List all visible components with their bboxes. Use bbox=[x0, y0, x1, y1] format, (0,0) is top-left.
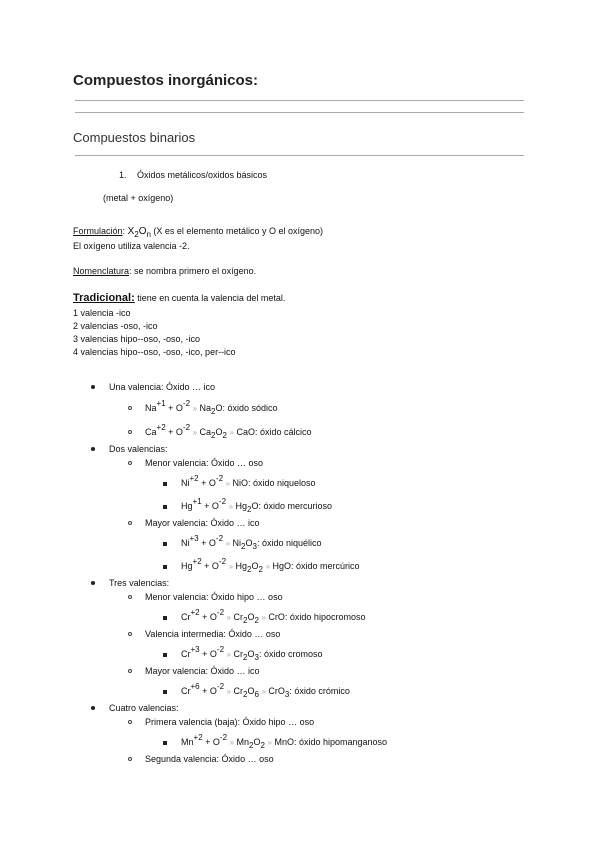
formula-x: X bbox=[127, 226, 135, 237]
tradicional-line bbox=[73, 292, 285, 304]
reaction-ca: $Ca^{+2} + O^{-2}$ » $Ca_2O_2$ » CaO: óxido cálcico bbox=[145, 423, 312, 440]
circle-bullet-icon bbox=[128, 521, 132, 525]
section-title: Compuestos binarios bbox=[73, 130, 196, 145]
reaction-ni2: $Ni^{+2} + O^{-2}$ » NiO: óxido niqueloso bbox=[181, 474, 316, 488]
list-subitem: Menor valencia: Óxido hipo … oso bbox=[145, 592, 283, 602]
divider bbox=[75, 155, 524, 156]
reaction-hg1: $Hg^{+1} + O^{-2}$ » $Hg_2O$: óxido mercurioso bbox=[181, 497, 333, 514]
square-bullet-icon bbox=[163, 482, 167, 486]
nomenclatura-text: : se nombra primero el oxígeno. bbox=[129, 266, 257, 276]
arrow-icon: » bbox=[261, 687, 266, 696]
formulacion-note: El oxígeno utiliza valencia -2. bbox=[73, 241, 190, 251]
list-subitem: Menor valencia: Óxido … oso bbox=[145, 458, 264, 468]
rule-item: 1 valencia -ico bbox=[73, 308, 131, 318]
circle-bullet-icon bbox=[128, 720, 132, 724]
nomenclatura-label: Nomenclatura bbox=[73, 266, 130, 276]
arrow-icon: » bbox=[228, 502, 234, 511]
circle-bullet-icon bbox=[128, 595, 132, 599]
rule-item: 3 valencias hipo--oso, -oso, -ico bbox=[73, 334, 201, 344]
list-item: Dos valencias: bbox=[109, 444, 168, 454]
rule-item: 4 valencias hipo--oso, -oso, -ico, per--ico bbox=[73, 347, 236, 357]
reaction-mn2: $Mn^{+2} + O^{-2}$ » $Mn_2O_2$ » MnO: óxido hipomanganoso bbox=[181, 733, 388, 750]
nomenclatura-line bbox=[73, 265, 256, 277]
arrow-icon: » bbox=[192, 404, 198, 413]
list-item: Una valencia: Óxido … ico bbox=[109, 382, 216, 392]
tradicional-text: tiene en cuenta la valencia del metal. bbox=[134, 293, 286, 303]
bullet-icon bbox=[91, 581, 95, 585]
square-bullet-icon bbox=[163, 616, 167, 620]
square-bullet-icon bbox=[163, 653, 167, 657]
arrow-icon: » bbox=[265, 562, 270, 571]
tradicional-label: Tradicional: bbox=[73, 292, 135, 304]
reaction-na: $Na^{+1} + O^{-2}$ » $Na_2O$: óxido sódico bbox=[145, 399, 278, 416]
circle-bullet-icon bbox=[128, 430, 132, 434]
reaction-cr3: $Cr^{+3} + O^{-2}$ » $Cr_2O_3$: óxido cromoso bbox=[181, 645, 323, 662]
reaction-cr6: $Cr^{+6} + O^{-2}$ » $Cr_2O_6$ » CrO$_3$: óxido crómico bbox=[181, 682, 350, 699]
reaction-cr2: $Cr^{+2} + O^{-2}$ » $Cr_2O_2$ » CrO: óxido hipocromoso bbox=[181, 608, 366, 625]
arrow-icon: » bbox=[228, 562, 234, 571]
formula-o: O bbox=[138, 226, 147, 237]
section-heading: Óxidos metálicos/oxidos básicos bbox=[137, 170, 268, 180]
list-subitem: Mayor valencia: Óxido … ico bbox=[145, 666, 260, 676]
arrow-icon: » bbox=[226, 687, 231, 696]
reaction-hg2: $Hg^{+2} + O^{-2}$ » $Hg_2O_2$ » HgO: óxido mercúrico bbox=[181, 557, 360, 574]
arrow-icon: » bbox=[225, 539, 230, 548]
rule-item: 2 valencias -oso, -ico bbox=[73, 321, 158, 331]
bullet-icon bbox=[91, 385, 95, 389]
list-subitem: Primera valencia (baja): Óxido hipo … oso bbox=[145, 717, 315, 727]
circle-bullet-icon bbox=[128, 669, 132, 673]
circle-bullet-icon bbox=[128, 406, 132, 410]
arrow-icon: » bbox=[261, 613, 266, 622]
formula-x-sub: 2 bbox=[134, 229, 139, 239]
circle-bullet-icon bbox=[128, 632, 132, 636]
formula-explain: (X es el elemento metálico y O el oxígeno) bbox=[150, 226, 324, 236]
section-note: (metal + oxígeno) bbox=[103, 193, 174, 203]
arrow-icon: » bbox=[267, 738, 272, 747]
divider bbox=[75, 100, 524, 101]
bullet-icon bbox=[91, 447, 95, 451]
list-subitem: Valencia intermedia: Óxido … oso bbox=[145, 629, 281, 639]
list-item: Cuatro valencias: bbox=[109, 703, 179, 713]
reaction-ni3: $Ni^{+3} + O^{-2}$ » $Ni_2O_3$: óxido niquélico bbox=[181, 534, 322, 551]
square-bullet-icon bbox=[163, 565, 167, 569]
list-item: Tres valencias: bbox=[109, 578, 170, 588]
formulacion-line bbox=[73, 225, 323, 238]
bullet-icon bbox=[91, 706, 95, 710]
arrow-icon: » bbox=[229, 738, 235, 747]
square-bullet-icon bbox=[163, 690, 167, 694]
arrow-icon: » bbox=[226, 613, 231, 622]
arrow-icon: » bbox=[226, 650, 231, 659]
formulacion-label: Formulación bbox=[73, 226, 123, 236]
list-subitem: Mayor valencia: Óxido … ico bbox=[145, 518, 260, 528]
square-bullet-icon bbox=[163, 741, 167, 745]
divider bbox=[75, 112, 524, 113]
separator: : bbox=[122, 226, 126, 236]
arrow-icon: » bbox=[229, 428, 234, 437]
circle-bullet-icon bbox=[128, 461, 132, 465]
arrow-icon: » bbox=[225, 479, 230, 488]
square-bullet-icon bbox=[163, 542, 167, 546]
square-bullet-icon bbox=[163, 505, 167, 509]
list-number: 1. bbox=[119, 170, 127, 180]
page-title: Compuestos inorgánicos: bbox=[73, 72, 259, 89]
circle-bullet-icon bbox=[128, 757, 132, 761]
list-subitem: Segunda valencia: Óxido … oso bbox=[145, 754, 274, 764]
arrow-icon: » bbox=[192, 428, 198, 437]
formula-o-sub: n bbox=[146, 229, 151, 239]
